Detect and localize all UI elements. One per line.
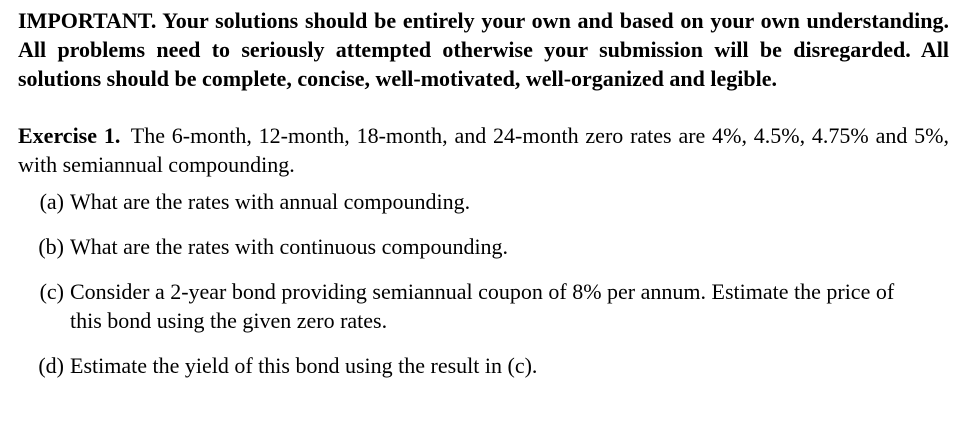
exercise-statement: The 6-month, 12-month, 18-month, and 24-month zero rates are 4%, 4.5%, 4.75% and 5%, with semiannual compounding.: [18, 123, 950, 177]
part-marker: (a): [39, 189, 64, 214]
part-marker: (d): [38, 353, 64, 378]
part-c: [18, 277, 949, 335]
important-notice: IMPORTANT. Your solutions should be entirely your own and based on your own understanding. All problems need to seriously attempted otherwise your submission will be disregarded. All solutions should be complete, concise, well-motivated, well-organized and legible.: [18, 8, 949, 91]
part-text: What are the rates with continuous compounding.: [70, 234, 509, 259]
part-text: What are the rates with annual compounding.: [70, 189, 471, 214]
part-marker: (c): [39, 279, 64, 304]
part-b: [18, 232, 949, 261]
part-a: [18, 187, 949, 216]
part-text: Estimate the yield of this bond using the result in (c).: [70, 353, 538, 378]
exercise-parts: [18, 187, 949, 380]
exercise-label: Exercise 1.: [18, 123, 121, 148]
part-d: [18, 351, 949, 380]
part-text: Consider a 2-year bond providing semiannual coupon of 8% per annum. Estimate the price of this bond using the given zero rates.: [70, 279, 895, 333]
part-marker: (b): [38, 234, 64, 259]
exercise-1: [18, 121, 949, 179]
